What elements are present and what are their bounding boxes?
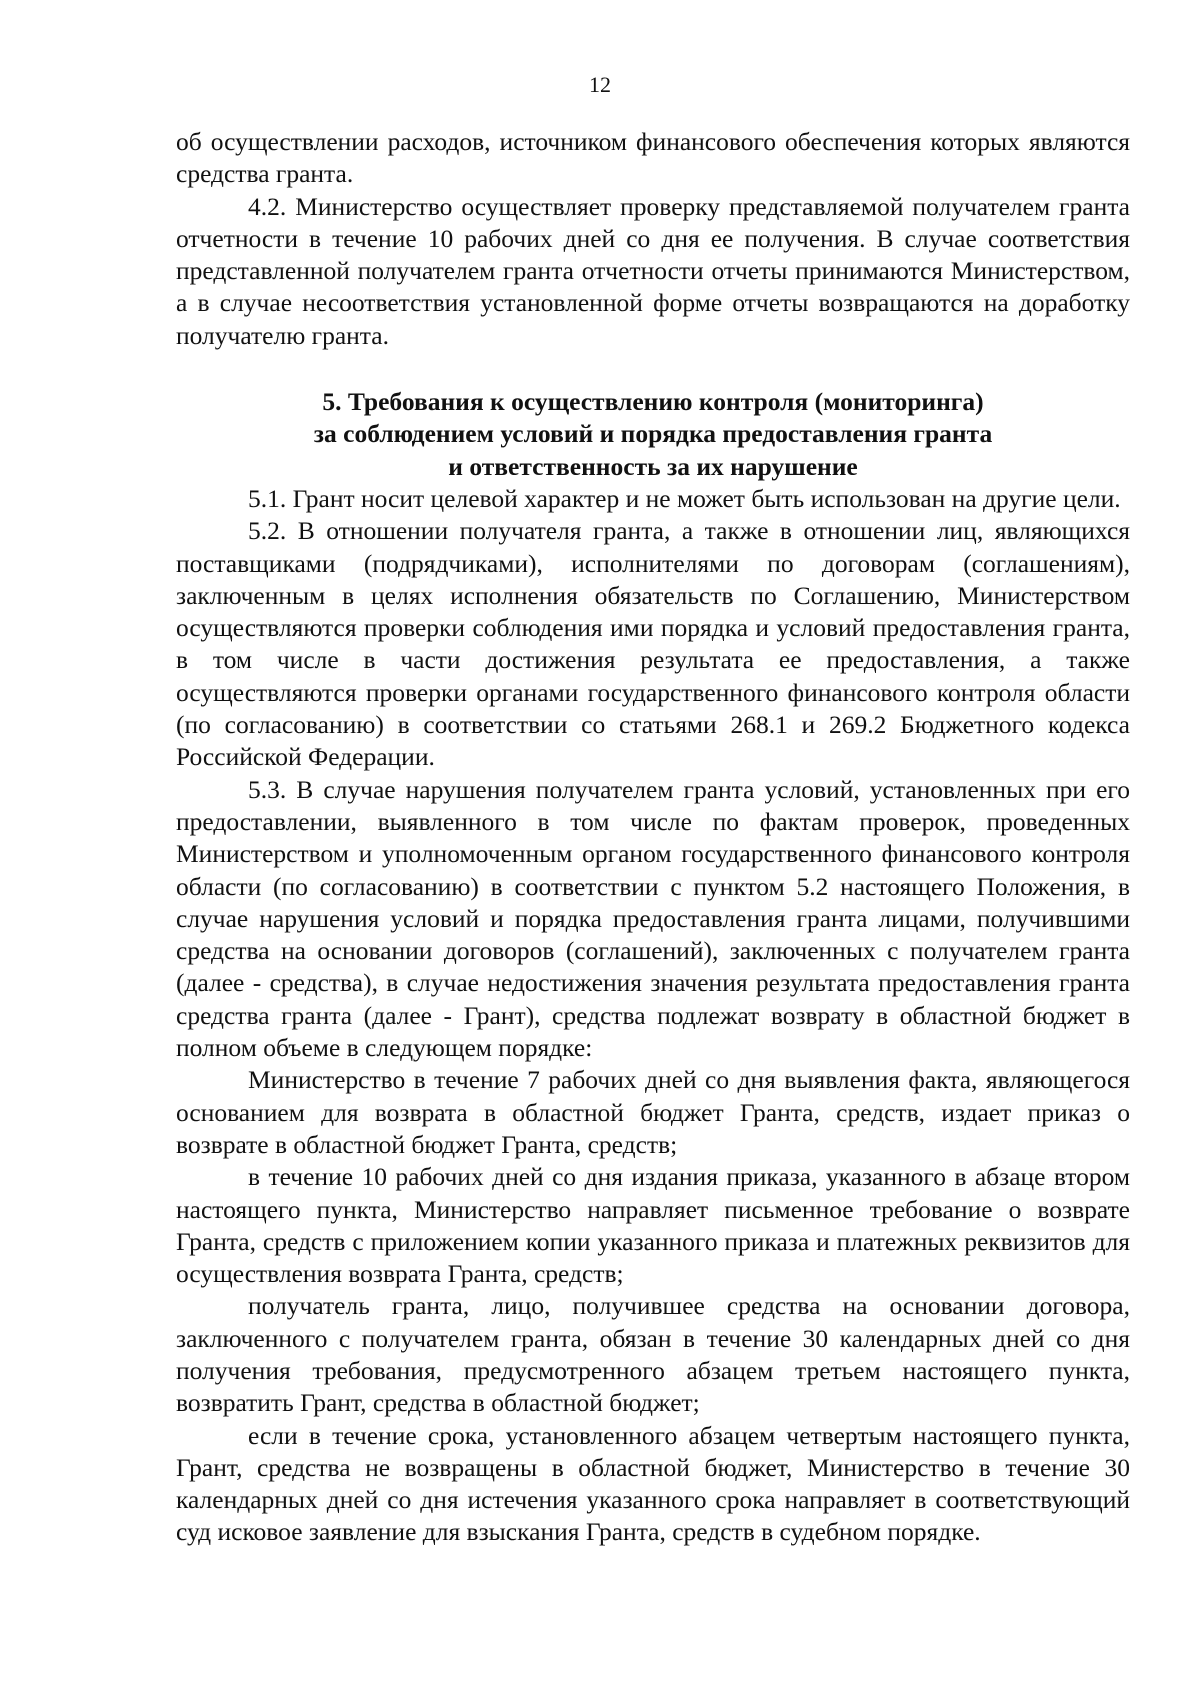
section-5-heading	[176, 386, 1130, 483]
paragraph-5-3-item-1: Министерство в течение 7 рабочих дней со дня выявления факта, являющегося основанием для возврата в областной бюджет Гранта, средств, издает приказ о возврате в областной бюджет Гранта, средств;	[176, 1065, 1130, 1159]
paragraph-continuation: об осуществлении расходов, источником финансового обеспечения которых являются средства гранта.	[176, 127, 1130, 189]
paragraph-5-2: 5.2. В отношении получателя гранта, а также в отношении лиц, являющихся поставщиками (подрядчиками), исполнителями по договорам (соглашениям), заключенным в целях исполнения обязательств по Соглашению, Министерством осуществляются проверки соблюдения ими порядка и условий предоставления гранта, в том числе в части достижения результата ее предоставления, а также осуществляются проверки органами государственного финансового контроля области (по согласованию) в соответствии со статьями 268.1 и 269.2 Бюджетного кодекса Российской Федерации.	[176, 516, 1130, 772]
page-number: 12	[589, 72, 611, 97]
paragraph-4-2: 4.2. Министерство осуществляет проверку представляемой получателем гранта отчетности в течение 10 рабочих дней со дня ее получения. В случае соответствия представленной получателем гранта отчетности отчеты принимаются Министерством, а в случае несоответствия установленной форме отчеты возвращаются на доработку получателю гранта.	[176, 191, 1130, 350]
paragraph-5-3-item-4: если в течение срока, установленного абзацем четвертым настоящего пункта, Грант, средства не возвращены в областной бюджет, Министерство в течение 30 календарных дней со дня истечения указанного срока направляет в соответствующий суд исковое заявление для взыскания Гранта, средств в судебном порядке.	[176, 1420, 1130, 1547]
paragraph-5-3: 5.3. В случае нарушения получателем гранта условий, установленных при его предоставлении, выявленного в том числе по фактам проверок, проведенных Министерством и уполномоченным органом государственного финансового контроля области (по согласованию) в соответствии с пунктом 5.2 настоящего Положения, в случае нарушения условий и порядка предоставления гранта лицами, получившими средства на основании договоров (соглашений), заключенных с получателем гранта (далее - средства), в случае недостижения значения результата предоставления гранта средства гранта (далее - Грант), средства подлежат возврату в областной бюджет в полном объеме в следующем порядке:	[176, 774, 1130, 1063]
paragraph-5-1: 5.1. Грант носит целевой характер и не может быть использован на другие цели.	[248, 483, 1121, 513]
section-5-heading-line-3: и ответственность за их нарушение	[448, 451, 858, 481]
section-5-heading-line-2: за соблюдением условий и порядка предоставления гранта	[313, 419, 993, 449]
paragraph-5-3-item-2: в течение 10 рабочих дней со дня издания приказа, указанного в абзаце втором настоящего пункта, Министерство направляет письменное требование о возврате Гранта, средств с приложением копии указанного приказа и платежных реквизитов для осуществления возврата Гранта, средств;	[176, 1162, 1130, 1289]
document-body	[176, 126, 1130, 1549]
paragraph-5-3-item-3: получатель гранта, лицо, получившее средства на основании договора, заключенного с получателем гранта, обязан в течение 30 календарных дней со дня получения требования, предусмотренного абзацем третьем настоящего пункта, возвратить Грант, средства в областной бюджет;	[176, 1291, 1130, 1418]
section-5-heading-line-1: 5. Требования к осуществлению контроля (мониторинга)	[322, 387, 984, 417]
